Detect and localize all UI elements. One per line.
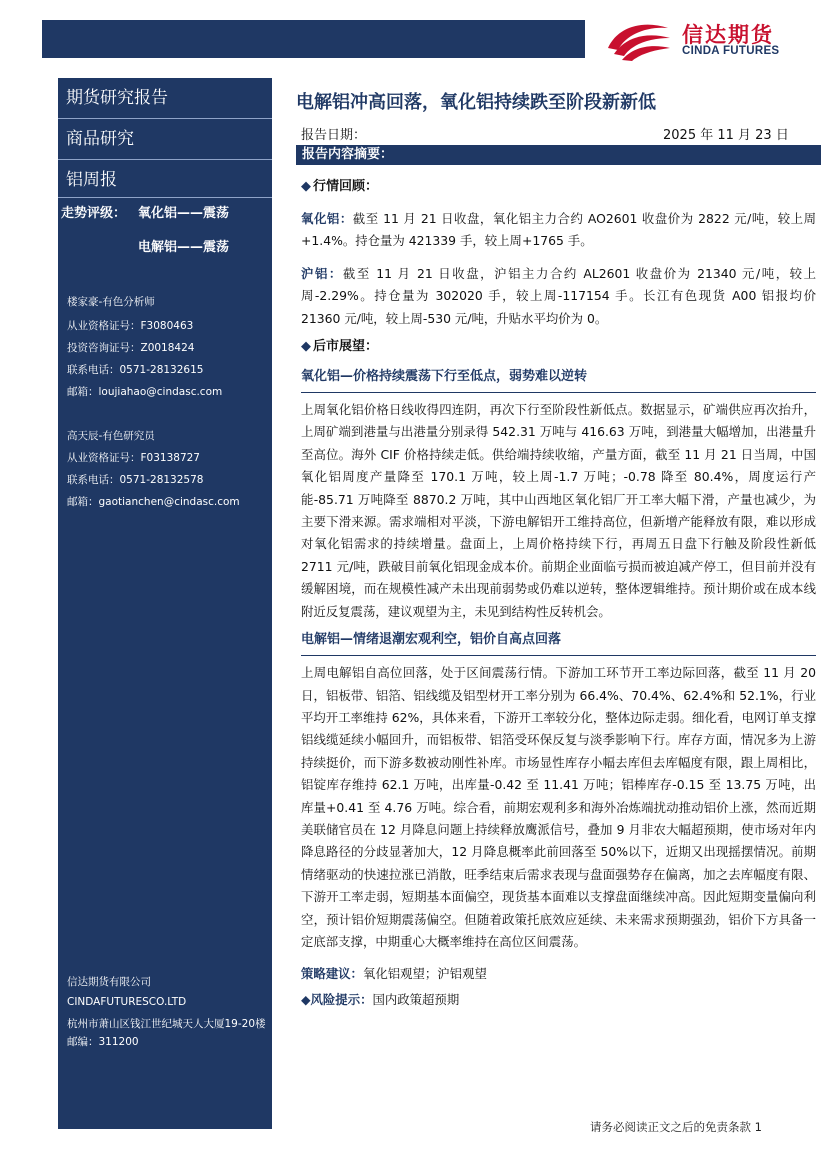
diamond-bullet-icon: ◆ bbox=[301, 339, 311, 355]
strategy-text: 氧化铝观望；沪铝观望 bbox=[362, 966, 487, 982]
section-market-review bbox=[301, 176, 816, 198]
logo-english-name: CINDA FUTURES bbox=[682, 45, 780, 57]
section-outlook-label: 后市展望： bbox=[313, 339, 379, 355]
analyst2-name: 高天辰-有色研究员 bbox=[67, 430, 155, 442]
aluminum-outlook-heading: 电解铝—情绪退潮宏观利空，铝价自高点回落 bbox=[301, 632, 562, 648]
company-name: 信达期货有限公司 bbox=[67, 976, 151, 988]
diamond-bullet-icon: ◆ bbox=[301, 179, 311, 194]
cinda-futures-logo bbox=[604, 18, 814, 62]
logo-mark-icon bbox=[604, 18, 674, 62]
alumina-review-paragraph bbox=[301, 208, 816, 253]
analyst2-email[interactable]: 邮箱：gaotianchen@cindasc.com bbox=[67, 496, 240, 508]
company-site: CINDAFUTURESCO.LTD bbox=[67, 996, 187, 1008]
report-date-label: 报告日期： bbox=[301, 128, 367, 143]
analyst2-phone: 联系电话：0571-28132578 bbox=[67, 474, 204, 486]
alumina-review-lead: 氧化铝： bbox=[301, 211, 353, 226]
heading-underline bbox=[301, 392, 816, 393]
logo-chinese-name: 信达期货 bbox=[682, 23, 774, 47]
report-content bbox=[301, 176, 816, 1011]
analyst1-phone: 联系电话：0571-28132615 bbox=[67, 364, 204, 376]
hulu-review-paragraph bbox=[301, 263, 816, 330]
sidebar bbox=[58, 78, 272, 1129]
trend-rating-label: 走势评级： bbox=[61, 206, 127, 221]
analyst1-cert: 从业资格证号：F3080463 bbox=[67, 320, 194, 332]
section-market-review-label: 行情回顾： bbox=[313, 179, 379, 194]
strategy-suggestion bbox=[301, 963, 816, 985]
diamond-bullet-icon: ◆ bbox=[301, 992, 311, 1008]
hulu-review-text: 截至 11 月 21 日收盘，沪铝主力合约 AL2601 收盘价为 21340 元/吨，较上周-2.29%。持仓量为 302020 手，较上周-117154 手。长江有色现货 A00 铝报均价 21360 元/吨，较上周-530 元/吨，升贴水平均价为 0。 bbox=[301, 265, 817, 326]
alumina-outlook-heading: 氧化铝—价格持续震荡下行至低点，弱势难以逆转 bbox=[301, 369, 588, 385]
strategy-lead: 策略建议： bbox=[301, 966, 363, 982]
trend-rating-alumina: 氧化铝——震荡 bbox=[138, 206, 230, 221]
risk-lead: 风险提示： bbox=[310, 992, 373, 1008]
analyst1-email[interactable]: 邮箱：loujiahao@cindasc.com bbox=[67, 386, 223, 398]
sidebar-category-commodity: 商品研究 bbox=[66, 129, 134, 149]
analyst1-name: 楼家豪-有色分析师 bbox=[67, 296, 155, 308]
analyst1-consult: 投资咨询证号：Z0018424 bbox=[67, 342, 195, 354]
risk-warning bbox=[301, 989, 816, 1011]
report-date-value: 2025 年 11 月 23 日 bbox=[663, 128, 789, 143]
abstract-label: 报告内容摘要： bbox=[302, 147, 394, 162]
footer-disclaimer: 请务必阅读正文之后的免责条款 1 bbox=[590, 1120, 762, 1134]
trend-rating-aluminum: 电解铝——震荡 bbox=[138, 240, 230, 255]
sidebar-category-weekly: 铝周报 bbox=[66, 170, 117, 190]
report-title: 电解铝冲高回落，氧化铝持续跌至阶段新新低 bbox=[296, 92, 656, 113]
analyst2-cert: 从业资格证号：F03138727 bbox=[67, 452, 200, 464]
risk-text: 国内政策超预期 bbox=[372, 992, 460, 1008]
top-banner bbox=[42, 20, 585, 58]
hulu-review-lead: 沪铝： bbox=[301, 265, 343, 281]
alumina-outlook-paragraph: 上周氧化铝价格日线收得四连阴，再次下行至阶段性新低点。数据显示，矿端供应再次抬升，上周矿端到港量与出港量分别录得 542.31 万吨与 416.63 万吨，到港量大幅增加，出港量升至高位。海外 CIF 价格持续走低。供给端持续收缩，产量方面，截至 11 月 21 日当周，中国氧化铝周度产量降至 170.1 万吨，较上周-1.7 万吨；-0.78 降至 80.4%，周度运行产能-85.71 万吨降至 8870.2 万吨，其中山西地区氧化铝厂开工率大幅下滑，产量也减少，为主要下滑来源。需求端相对平淡，下游电解铝开工维持高位，但新增产能释放有限，难以形成对氧化铝需求的持续增量。盘面上，上周价格持续下行，再周五日盘下行触及阶段性新低 2711 元/吨，跌破目前氧化铝现金成本价。前期企业面临亏损而被迫减产停工，但目前并没有缓解困境，而在规模性减产未出现前弱势或仍难以逆转，整体逻辑维持。预计期价或在成本线附近反复震荡，建议观望为主，未见到结构性反转机会。 bbox=[301, 402, 816, 619]
sidebar-divider bbox=[58, 197, 272, 198]
company-address: 杭州市萧山区钱江世纪城天人大厦19-20楼 bbox=[67, 1018, 266, 1030]
abstract-header-bar bbox=[296, 145, 821, 165]
aluminum-outlook-paragraph: 上周电解铝自高位回落，处于区间震荡行情。下游加工环节开工率边际回落，截至 11 月 20 日，铝板带、铝箔、铝线缆及铝型材开工率分别为 66.4%、70.4%、62.4%和 52.1%，行业平均开工率维持 62%，具体来看，下游开工率较分化，整体边际走弱。细化看，电网订单支撑铝线缆延续小幅回升，而铝板带、铝箔受环保反复与淡季影响下行。库存方面，情况多为上游持续挺价，而下游多数被动刚性补库。市场显性库存小幅去库但去库幅度有限，跟上周相比，铝锭库存维持 62.1 万吨，出库量-0.42 至 11.41 万吨；铝棒库存-0.15 至 13.75 万吨，出库量+0.41 至 4.76 万吨。综合看，前期宏观利多和海外冶炼端扰动推动铝价上涨，然而近期美联储官员在 12 月降息问题上持续释放鹰派信号，叠加 9 月非农大幅超预期，使市场对年内降息路径的分歧显著加大，12 月降息概率此前回落至 50%以下，近期又出现摇摆情况。前期情绪驱动的快速拉涨已消散，旺季结束后需求表现与盘面强势存在偏离，加之去库幅度有限、下游开工率走弱，短期基本面偏空，现货基本面难以支撑盘面继续冲高。因此短期变量偏向利空，预计铝价短期震荡偏空。但随着政策托底效应延续、未来需求预期强劲，铝价下方具备一定底部支撑，中期重心大概率维持在高位区间震荡。 bbox=[301, 665, 816, 949]
heading-underline bbox=[301, 655, 816, 656]
section-outlook bbox=[301, 336, 816, 358]
alumina-review-text: 截至 11 月 21 日收盘，氧化铝主力合约 AO2601 收盘价为 2822 元/吨，较上周+1.4%。持仓量为 421339 手，较上周+1765 手。 bbox=[301, 211, 817, 249]
sidebar-category-report-type: 期货研究报告 bbox=[66, 88, 168, 108]
company-postcode: 邮编：311200 bbox=[67, 1036, 139, 1048]
